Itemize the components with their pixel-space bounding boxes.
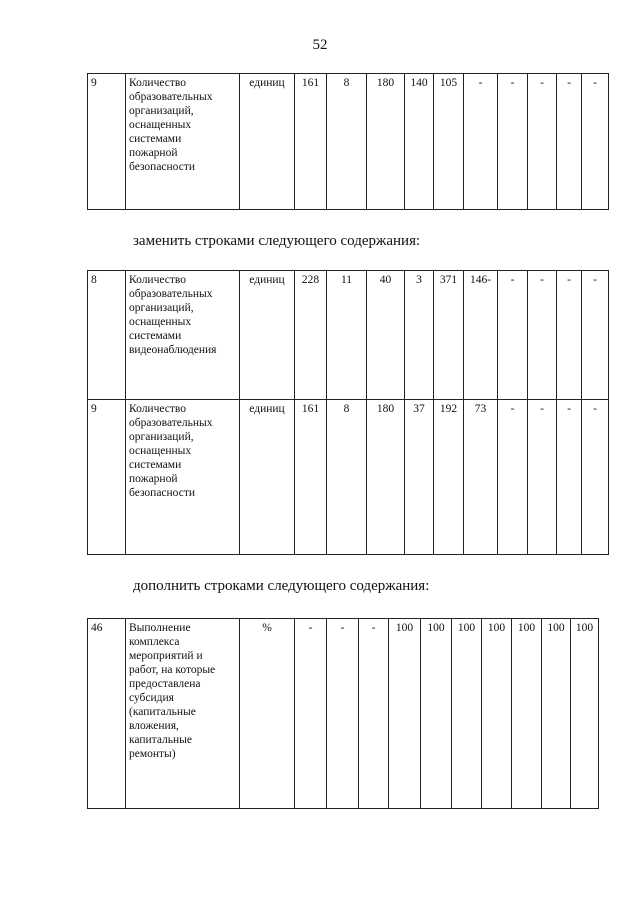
name-line: организаций, (129, 431, 194, 443)
value-cell: 192 (434, 400, 464, 555)
replace-instruction: заменить строками следующего содержания: (133, 233, 421, 249)
value-cell: 161 (295, 400, 327, 555)
value-cell: 100 (452, 619, 482, 809)
value-cell: 100 (421, 619, 452, 809)
name-line: организаций, (129, 302, 194, 314)
value-cell: 140 (405, 74, 434, 210)
value-cell: - (359, 619, 389, 809)
value-cell: - (327, 619, 359, 809)
value-cell: 371 (434, 271, 464, 400)
value-cell: 161 (295, 74, 327, 210)
value-cell: - (528, 400, 557, 555)
name-line: безопасности (129, 487, 196, 499)
name-line: образовательных (129, 417, 213, 429)
table-row (88, 74, 609, 210)
value-cell: 100 (512, 619, 542, 809)
value-cell: - (557, 400, 582, 555)
row-unit: единиц (240, 74, 295, 210)
name-line: оснащенных (129, 445, 192, 457)
name-line: системами (129, 330, 182, 342)
value-cell: 8 (327, 400, 367, 555)
table-appended-row (87, 618, 599, 809)
value-cell: 100 (482, 619, 512, 809)
value-cell: - (464, 74, 498, 210)
name-line: безопасности (129, 161, 196, 173)
name-line: мероприятий и (129, 650, 203, 662)
value-cell: - (582, 400, 609, 555)
row-name (126, 271, 240, 400)
name-line: субсидия (129, 692, 174, 704)
row-name (126, 400, 240, 555)
value-cell: - (498, 271, 528, 400)
name-line: оснащенных (129, 316, 192, 328)
name-line: Выполнение (129, 622, 191, 634)
name-line: оснащенных (129, 119, 192, 131)
value-cell: 228 (295, 271, 327, 400)
value-cell: 105 (434, 74, 464, 210)
name-line: Количество (129, 77, 186, 89)
value-cell: 3 (405, 271, 434, 400)
value-cell: 180 (367, 400, 405, 555)
row-unit: единиц (240, 400, 295, 555)
name-line: Количество (129, 274, 186, 286)
row-index: 9 (88, 400, 126, 555)
value-cell: 40 (367, 271, 405, 400)
value-cell: 100 (542, 619, 571, 809)
value-cell: - (528, 271, 557, 400)
name-line: вложения, (129, 720, 179, 732)
row-unit: % (240, 619, 295, 809)
value-cell: 73 (464, 400, 498, 555)
row-name (126, 619, 240, 809)
value-cell: 100 (389, 619, 421, 809)
value-cell: - (582, 74, 609, 210)
row-unit: единиц (240, 271, 295, 400)
value-cell: - (295, 619, 327, 809)
value-cell: - (582, 271, 609, 400)
name-line: пожарной (129, 473, 178, 485)
append-instruction: дополнить строками следующего содержания: (133, 578, 430, 594)
name-line: системами (129, 459, 182, 471)
table-original-row (87, 73, 609, 210)
table-row (88, 400, 609, 555)
value-cell: - (498, 400, 528, 555)
row-name (126, 74, 240, 210)
name-line: Количество (129, 403, 186, 415)
name-line: организаций, (129, 105, 194, 117)
page-number: 52 (312, 37, 328, 53)
row-index: 9 (88, 74, 126, 210)
row-index: 8 (88, 271, 126, 400)
table-row (88, 619, 599, 809)
name-line: комплекса (129, 636, 180, 648)
value-cell: - (528, 74, 557, 210)
name-line: системами (129, 133, 182, 145)
row-index: 46 (88, 619, 126, 809)
name-line: образовательных (129, 91, 213, 103)
value-cell: 146- (464, 271, 498, 400)
value-cell: 8 (327, 74, 367, 210)
value-cell: 100 (571, 619, 599, 809)
table-row (88, 271, 609, 400)
value-cell: - (557, 271, 582, 400)
value-cell: 180 (367, 74, 405, 210)
name-line: ремонты) (129, 748, 176, 760)
table-replacement-rows (87, 270, 609, 555)
value-cell: - (498, 74, 528, 210)
name-line: предоставлена (129, 678, 201, 690)
value-cell: - (557, 74, 582, 210)
name-line: капитальные (129, 734, 193, 746)
name-line: образовательных (129, 288, 213, 300)
value-cell: 37 (405, 400, 434, 555)
name-line: работ, на которые (129, 664, 216, 676)
name-line: пожарной (129, 147, 178, 159)
name-line: (капитальные (129, 706, 196, 718)
value-cell: 11 (327, 271, 367, 400)
name-line: видеонаблюдения (129, 344, 217, 356)
